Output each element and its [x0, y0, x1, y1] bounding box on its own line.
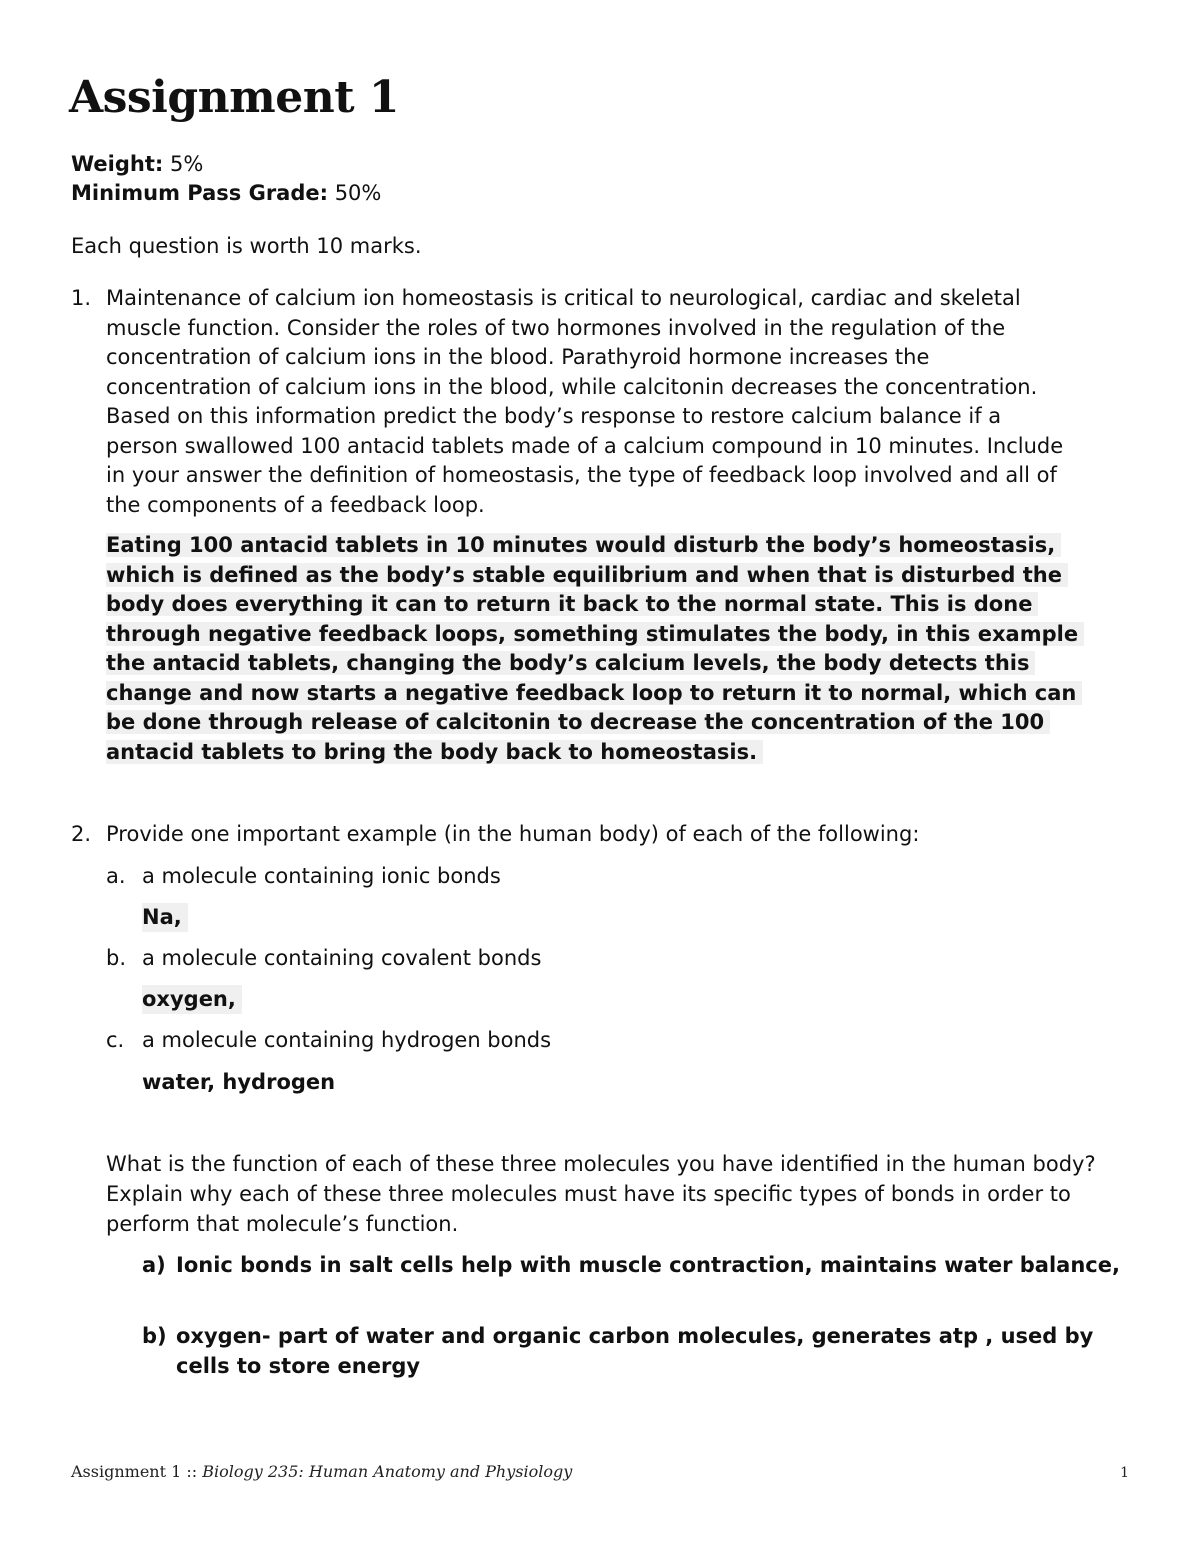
intro-text: Each question is worth 10 marks.: [71, 234, 422, 258]
question-2-followup: What is the function of each of these three molecules you have identified in the human body? Explain why each of these three molecules must have its specific types of bonds in order to perform that molecule’s function.: [106, 1152, 1096, 1236]
sub-item-a-letter: a.: [106, 864, 126, 888]
followup-answer-b-label: b): [142, 1324, 167, 1348]
pass-grade-value: 50%: [328, 181, 382, 205]
pass-grade-line: [71, 179, 381, 208]
assignment-meta: [71, 150, 381, 208]
question-1-answer-text: Eating 100 antacid tablets in 10 minutes would disturb the body’s homeostasis, which is defined as the body’s stable equilibrium and when that is disturbed the body does everything it can to return it back to the normal state. This is done through negative feedback loops, something stimulates the body, in this example the antacid tablets, changing the body’s calcium levels, the body detects this change and now starts a negative feedback loop to return it to normal, which can be done through release of calcitonin to decrease the concentration of the 100 antacid tablets to bring the body back to homeostasis.: [106, 533, 1084, 764]
footer-prefix: Assignment 1 ::: [71, 1462, 203, 1481]
followup-answer-b-text: oxygen- part of water and organic carbon molecules, generates atp , used by cells to store energy: [176, 1324, 1094, 1378]
page-title: Assignment 1: [69, 72, 399, 123]
page-number: 1: [1120, 1465, 1129, 1481]
question-1-number: 1.: [71, 286, 92, 310]
sub-item-b-letter: b.: [106, 946, 127, 970]
sub-item-b-answer: oxygen,: [142, 985, 242, 1014]
sub-item-a-answer: Na,: [142, 903, 188, 932]
sub-item-c-letter: c.: [106, 1028, 125, 1052]
followup-answer-a-text: Ionic bonds in salt cells help with muscle contraction, maintains water balance,: [176, 1253, 1120, 1277]
question-2-text: Provide one important example (in the human body) of each of the following:: [106, 822, 920, 846]
weight-line: [71, 150, 381, 179]
question-1-text: Maintenance of calcium ion homeostasis is critical to neurological, cardiac and skeletal muscle function. Consider the roles of two hormones involved in the regulation of the concentration of calcium ions in the blood. Parathyroid hormone increases the concentration of calcium ions in the blood, while calcitonin decreases the concentration. Based on this information predict the body’s response to restore calcium balance if a person swallowed 100 antacid tablets made of a calcium compound in 10 minutes. Include in your answer the definition of homeostasis, the type of feedback loop involved and all of the components of a feedback loop.: [106, 286, 1064, 517]
sub-item-b-text: a molecule containing covalent bonds: [142, 946, 542, 970]
footer-course: Biology 235: Human Anatomy and Physiology: [202, 1462, 573, 1481]
pass-grade-label: Minimum Pass Grade:: [71, 181, 329, 205]
sub-item-c-text: a molecule containing hydrogen bonds: [142, 1028, 552, 1052]
weight-label: Weight:: [71, 152, 164, 176]
question-2-number: 2.: [71, 822, 92, 846]
followup-answer-a-label: a): [142, 1253, 166, 1277]
question-1-answer: [106, 531, 1096, 767]
weight-value: 5%: [163, 152, 204, 176]
sub-item-c-answer: water, hydrogen: [142, 1070, 336, 1094]
sub-item-a-text: a molecule containing ionic bonds: [142, 864, 501, 888]
page-footer: [71, 1461, 572, 1483]
